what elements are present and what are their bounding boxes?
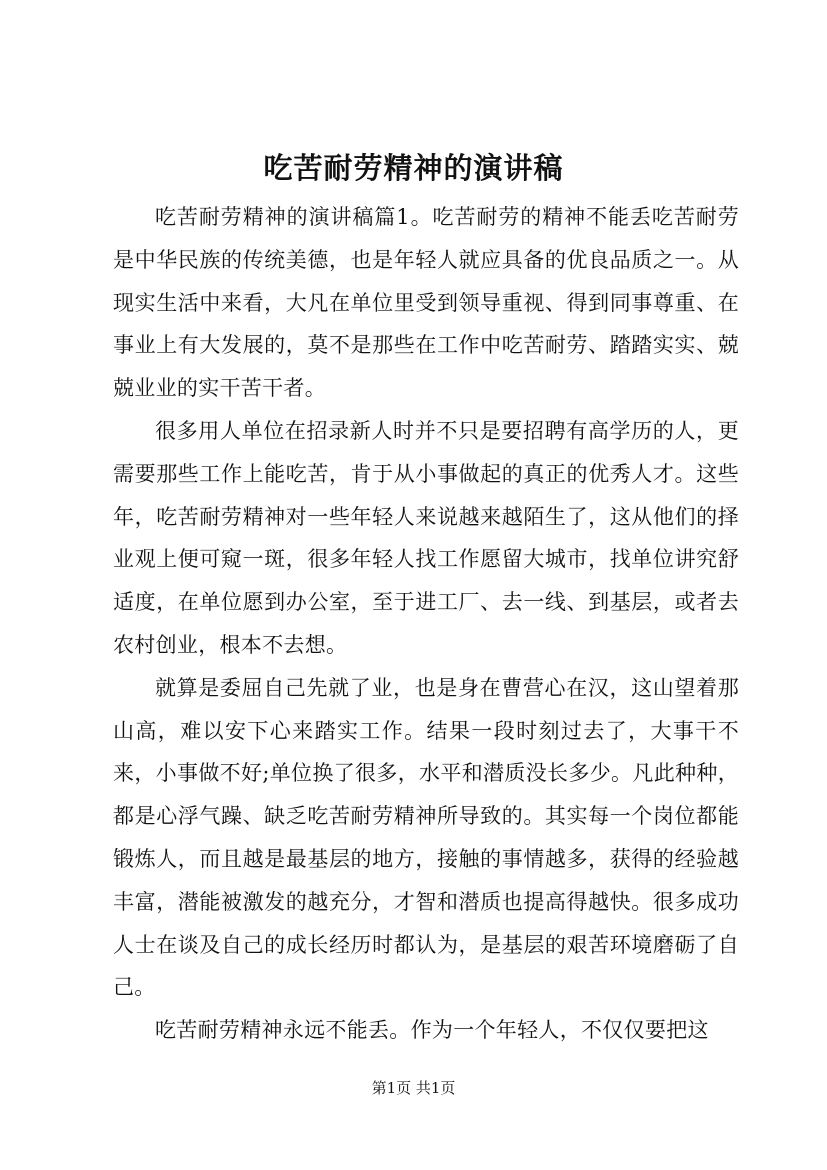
document-body [113,196,739,1052]
document-title: 吃苦耐劳精神的演讲稿 [263,151,564,185]
page-number-footer: 第1页 共1页 [371,1079,456,1097]
paragraph-2: 很多用人单位在招录新人时并不只是要招聘有高学历的人，更需要那些工作上能吃苦，肯于从小事做起的真正的优秀人才。这些年，吃苦耐劳精神对一些年轻人来说越来越陌生了，这从他们的择业观上便可窥一斑，很多年轻人找工作愿留大城市，找单位讲究舒适度，在单位愿到办公室，至于进工厂、去一线、到基层，或者去农村创业，根本不去想。 [113,418,739,657]
paragraph-4: 吃苦耐劳精神永远不能丢。作为一个年轻人，不仅仅要把这 [155,1018,709,1043]
paragraph-3: 就算是委屈自己先就了业，也是身在曹营心在汉，这山望着那山高，难以安下心来踏实工作。结果一段时刻过去了，大事干不来，小事做不好;单位换了很多，水平和潜质没长多少。凡此种种，都是心浮气躁、缺乏吃苦耐劳精神所导致的。其实每一个岗位都能锻炼人，而且越是最基层的地方，接触的事情越多，获得的经验越丰富，潜能被激发的越充分，才智和潜质也提高得越快。很多成功人士在谈及自己的成长经历时都认为，是基层的艰苦环境磨砺了自己。 [113,675,739,1000]
paragraph-1: 吃苦耐劳精神的演讲稿篇1。吃苦耐劳的精神不能丢吃苦耐劳是中华民族的传统美德，也是年轻人就应具备的优良品质之一。从现实生活中来看，大凡在单位里受到领导重视、得到同事尊重、在事业上有大发展的，莫不是那些在工作中吃苦耐劳、踏踏实实、兢兢业业的实干苦干者。 [113,205,739,401]
